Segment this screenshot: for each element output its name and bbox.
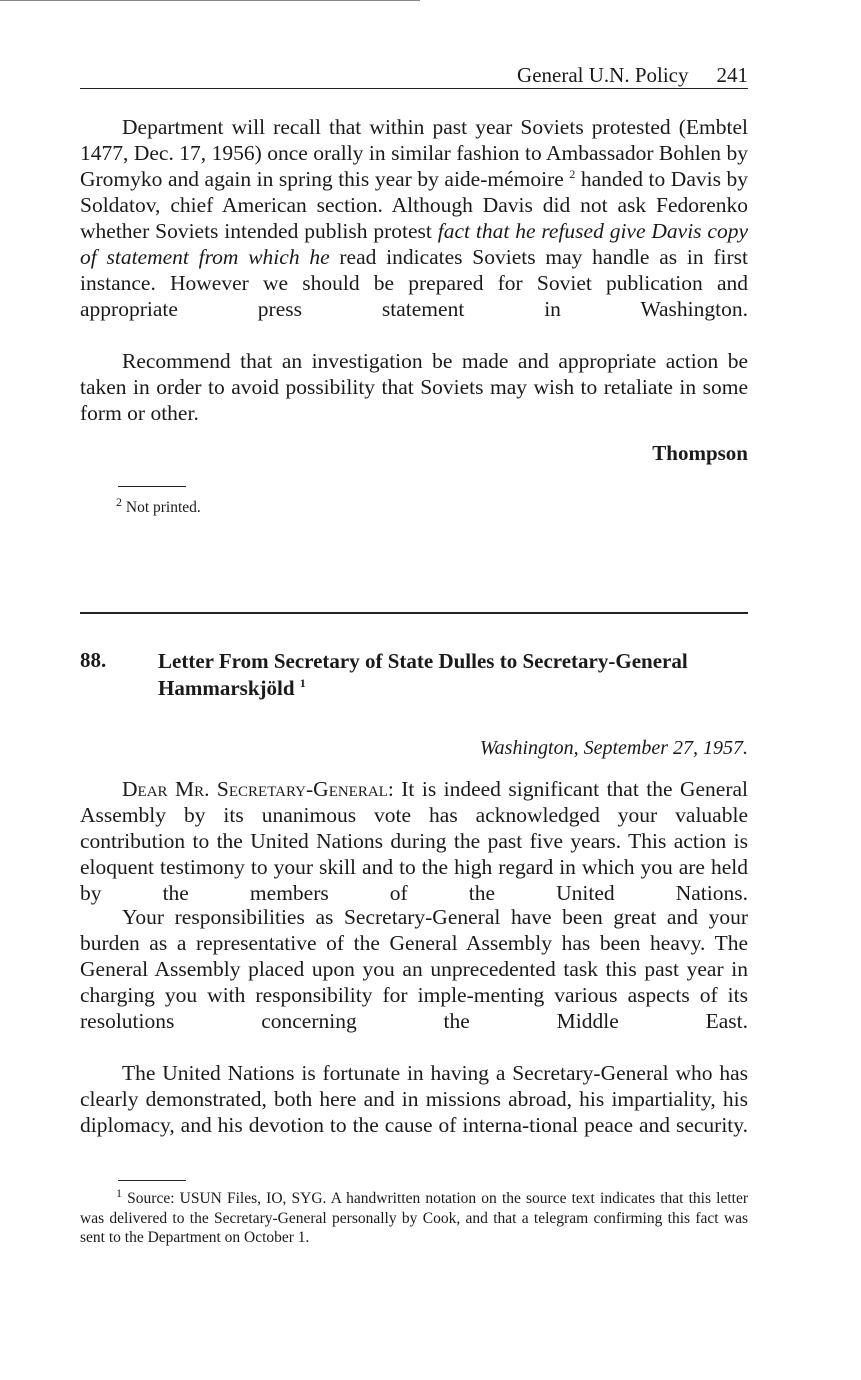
footnote-1: $^1$ Source: USUN Files, IO, SYG. A handwritten notation on the source text indicates that this letter was delivered to the Secretary-General personally by Cook, and that a telegram confirming this fact was sent to the Department on October 1. [80, 1185, 749, 1246]
document-title: Letter From Secretary of State Dulles to Secretary-General Hammarskjöld $^1$ [158, 649, 688, 700]
footnote-ref-2: 2 [569, 166, 576, 181]
dateline: Washington, September 27, 1957. [479, 737, 748, 759]
letter-paragraph-1: Dear Mr. Secretary-General: It is indeed significant that the General Assembly by its unanimous vote has acknowledged your valuable contribution to the United Nations during the past five years. This action is eloquent testimony to your skill and to the high regard in which you are held by the members of the United Nations. [80, 777, 748, 905]
document-number: 88. [80, 648, 107, 672]
footnote-2: $^2$ Not printed. [116, 494, 201, 516]
footnote-divider [118, 1180, 186, 1181]
salutation: Dear Mr. Secretary-General: [122, 777, 394, 801]
footnote-divider [118, 486, 186, 487]
letter-paragraph-2: Your responsibilities as Secretary-General have been great and your burden as a representative of the General Assembly has been heavy. The General Assembly placed upon you an unprecedented task this past year in charging you with responsibility for imple-menting various aspects of its resolutions concerning the Middle East. [80, 905, 748, 1033]
scan-edge-rule [0, 0, 420, 1]
page-number: 241 [716, 63, 748, 87]
signature: Thompson [652, 441, 748, 465]
prev-doc-paragraph-1: Department will recall that within past year Soviets protested (Embtel 1477, Dec. 17, 1956) once orally in similar fashion to Ambassador Bohlen by Gromyko and again in spring this year by aide-mémoire $^2$ handed to Davis by Soldatov, chief American section. Although Davis did not ask Fedorenko whether Soviets intended publish protest fact that he refused give Davis copy of statement from which he read indicates Soviets may handle as in first instance. However we should be prepared for Soviet publication and appropriate press statement in Washington. [80, 115, 749, 321]
header-section-title: General U.N. Policy [517, 63, 689, 87]
running-header [80, 62, 748, 89]
letter-paragraph-3: The United Nations is fortunate in having a Secretary-General who has clearly demonstrated, both here and in missions abroad, his impartiality, his diplomacy, and his devotion to the cause of interna-tional peace and security. [80, 1061, 748, 1137]
prev-doc-paragraph-2: Recommend that an investigation be made and appropriate action be taken in order to avoid possibility that Soviets may wish to retaliate in some form or other. [80, 349, 748, 425]
section-divider [80, 612, 748, 614]
footnote-ref-1: 1 [299, 676, 306, 690]
